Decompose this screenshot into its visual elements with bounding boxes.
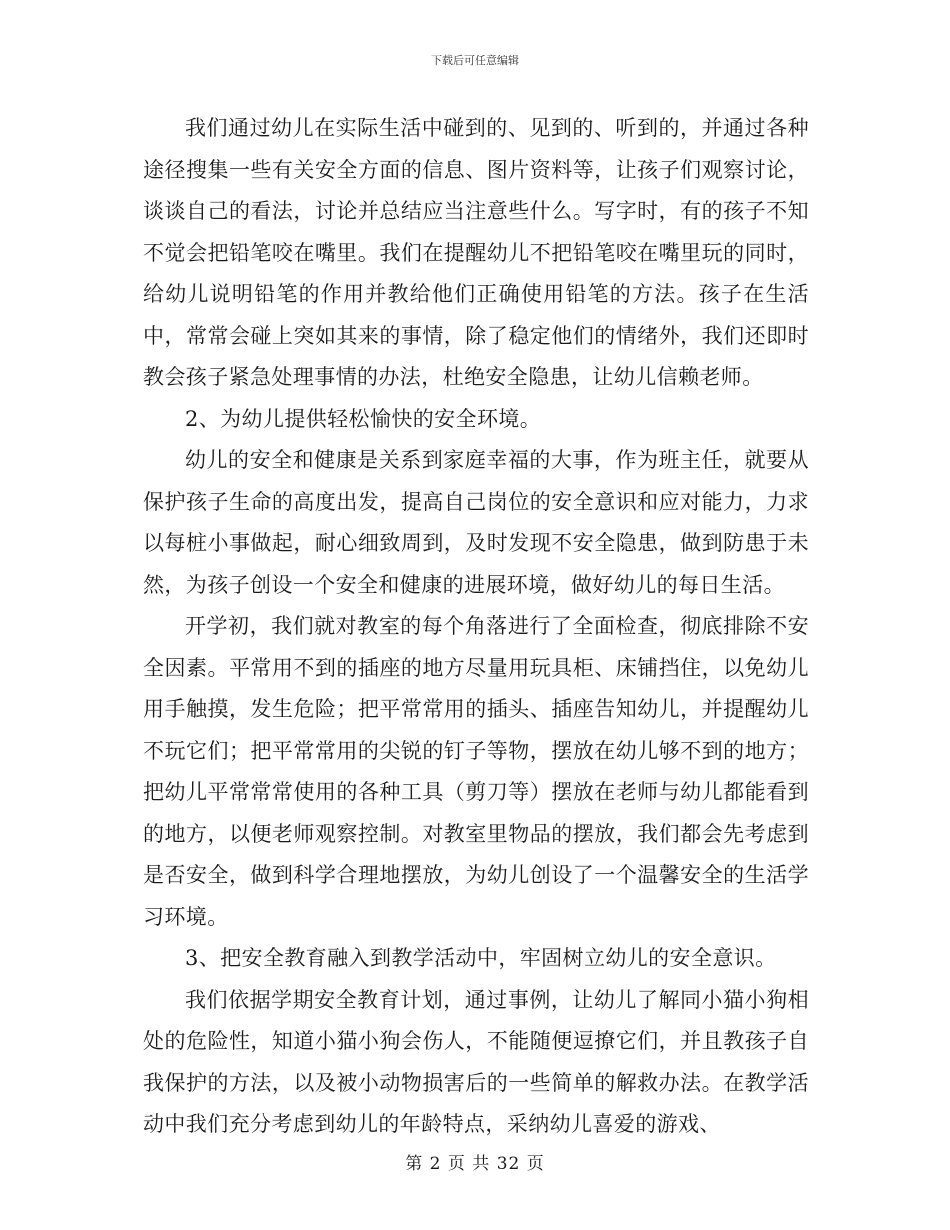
page-header-note: 下载后可任意编辑: [431, 54, 519, 67]
page-number: 第 2 页 共 32 页: [405, 1154, 545, 1174]
section-heading-teaching-activities: 3、把安全教育融入到教学活动中，牢固树立幼儿的安全意识。: [185, 946, 777, 970]
paragraph-animal-safety: 我们依据学期安全教育计划，通过事例，让幼儿了解同小猫小狗相处的危险性，知道小猫小狗会伤人，不能随便逗撩它们，并且教孩子自我保护的方法，以及被小动物损害后的一些简单的解救办法。在教学活动中我们充分考虑到幼儿的年龄特点，采纳幼儿喜爱的游戏、: [143, 987, 809, 1136]
document-body: [143, 108, 809, 1146]
paragraph-classroom-check: 开学初，我们就对教室的每个角落进行了全面检查，彻底排除不安全因素。平常用不到的插座的地方尽量用玩具柜、床铺挡住，以免幼儿用手触摸，发生危险；把平常常用的插头、插座告知幼儿，并提醒幼儿不玩它们；把平常常用的尖锐的钉子等物，摆放在幼儿够不到的地方；把幼儿平常常常使用的各种工具（剪刀等）摆放在老师与幼儿都能看到的地方，以便老师观察控制。对教室里物品的摆放，我们都会先考虑到是否安全，做到科学合理地摆放，为幼儿创设了一个温馨安全的生活学习环境。: [143, 614, 809, 929]
section-heading-safe-environment: 2、为幼儿提供轻松愉快的安全环境。: [185, 406, 542, 431]
paragraph-experience-discussion: 我们通过幼儿在实际生活中碰到的、见到的、听到的，并通过各种途径搜集一些有关安全方面的信息、图片资料等，让孩子们观察讨论，谈谈自己的看法，讨论并总结应当注意些什么。写字时，有的孩子不知不觉会把铅笔咬在嘴里。我们在提醒幼儿不把铅笔咬在嘴里玩的同时，给幼儿说明铅笔的作用并教给他们正确使用铅笔的方法。孩子在生活中，常常会碰上突如其来的事情，除了稳定他们的情绪外，我们还即时教会孩子紧急处理事情的办法，杜绝安全隐患，让幼儿信赖老师。: [143, 116, 809, 389]
paragraph-safety-health: 幼儿的安全和健康是关系到家庭幸福的大事，作为班主任，就要从保护孩子生命的高度出发，提高自己岗位的安全意识和应对能力，力求以每桩小事做起，耐心细致周到，及时发现不安全隐患，做到防患于未然，为孩子创设一个安全和健康的进展环境，做好幼儿的每日生活。: [143, 448, 809, 597]
